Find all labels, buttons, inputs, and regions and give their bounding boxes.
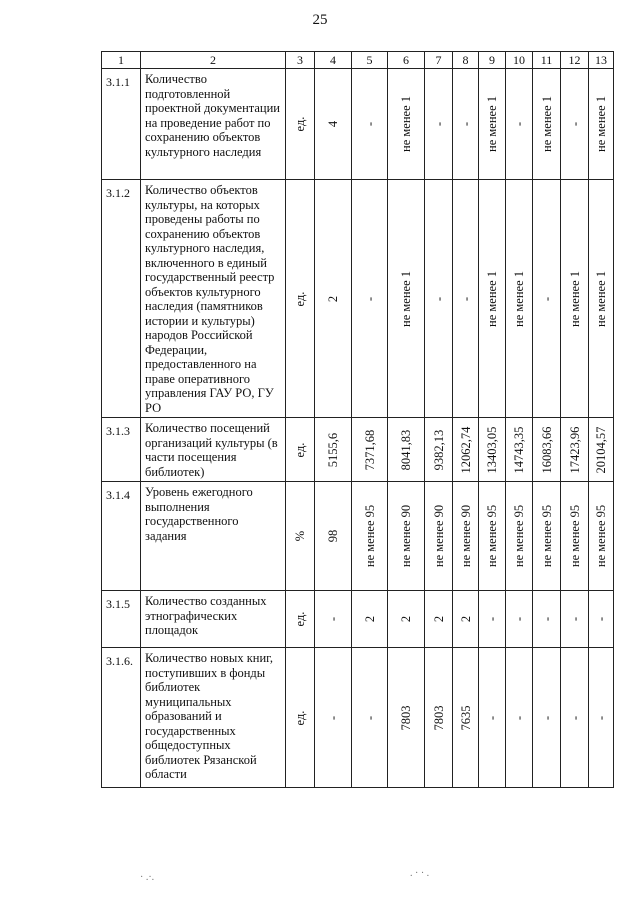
value-cell bbox=[286, 418, 315, 482]
cell-value: % bbox=[292, 530, 307, 542]
value-cell bbox=[315, 482, 352, 591]
value-cell bbox=[589, 648, 614, 788]
indicator-name: Количество посещений организаций культуры (в части посещения библиотек) bbox=[141, 418, 286, 482]
cell-value: 4 bbox=[325, 120, 340, 128]
cell-value: не менее 95 bbox=[362, 504, 377, 568]
table-row bbox=[102, 591, 614, 648]
value-cell bbox=[286, 648, 315, 788]
value-cell bbox=[589, 180, 614, 418]
cell-value: ед. bbox=[292, 291, 307, 306]
value-cell bbox=[388, 591, 425, 648]
value-cell bbox=[506, 648, 533, 788]
table-row bbox=[102, 180, 614, 418]
value-cell bbox=[425, 180, 453, 418]
value-cell bbox=[286, 482, 315, 591]
value-cell bbox=[533, 418, 561, 482]
cell-value: - bbox=[431, 121, 446, 127]
indicator-name: Уровень ежегодного выполнения государственного задания bbox=[141, 482, 286, 591]
header-cell: 1 bbox=[102, 52, 141, 69]
table-row bbox=[102, 648, 614, 788]
cell-value: не менее 1 bbox=[593, 270, 608, 327]
cell-value: 7803 bbox=[431, 705, 446, 730]
value-cell bbox=[479, 180, 506, 418]
cell-value: 2 bbox=[398, 615, 413, 623]
cell-value: - bbox=[362, 121, 377, 127]
value-cell bbox=[425, 418, 453, 482]
value-cell bbox=[425, 591, 453, 648]
value-cell bbox=[453, 180, 479, 418]
cell-value: не менее 1 bbox=[484, 96, 499, 152]
value-cell bbox=[352, 180, 388, 418]
value-cell bbox=[506, 69, 533, 180]
value-cell bbox=[286, 69, 315, 180]
cell-value: - bbox=[593, 616, 608, 622]
value-cell bbox=[533, 482, 561, 591]
cell-value: не менее 1 bbox=[398, 96, 413, 152]
indicator-name: Количество объектов культуры, на которых проведены работы по сохранению объектов культурного наследия, включенного в единый государственный реестр объектов культурного наследия (памятников истории и культуры) народов Российской Федерации, предоставленного на праве оперативного управления ГАУ РО, ГУ РО bbox=[141, 180, 286, 418]
cell-value: не менее 95 bbox=[539, 504, 554, 568]
header-cell: 12 bbox=[561, 52, 589, 69]
value-cell bbox=[453, 482, 479, 591]
value-cell bbox=[561, 591, 589, 648]
value-cell bbox=[425, 69, 453, 180]
value-cell bbox=[533, 648, 561, 788]
cell-value: - bbox=[539, 296, 554, 301]
cell-value: 2 bbox=[325, 295, 340, 302]
cell-value: - bbox=[362, 715, 377, 720]
cell-value: ед. bbox=[292, 611, 307, 627]
value-cell bbox=[388, 482, 425, 591]
header-cell: 11 bbox=[533, 52, 561, 69]
cell-value: - bbox=[539, 715, 554, 720]
value-cell bbox=[453, 69, 479, 180]
row-number: 3.1.3 bbox=[102, 418, 141, 482]
value-cell bbox=[453, 418, 479, 482]
cell-value: 12062,74 bbox=[458, 426, 473, 473]
cell-value: 98 bbox=[325, 529, 340, 543]
cell-value: 9382,13 bbox=[431, 429, 446, 470]
cell-value: не менее 1 bbox=[539, 96, 554, 152]
value-cell bbox=[506, 591, 533, 648]
cell-value: - bbox=[362, 296, 377, 301]
value-cell bbox=[315, 418, 352, 482]
header-row bbox=[102, 52, 614, 69]
cell-value: - bbox=[325, 616, 340, 622]
cell-value: - bbox=[567, 715, 582, 720]
value-cell bbox=[352, 648, 388, 788]
value-cell bbox=[352, 482, 388, 591]
cell-value: 2 bbox=[362, 615, 377, 623]
value-cell bbox=[315, 180, 352, 418]
value-cell bbox=[506, 418, 533, 482]
header-cell: 8 bbox=[453, 52, 479, 69]
value-cell bbox=[388, 418, 425, 482]
cell-value: ед. bbox=[292, 442, 307, 457]
cell-value: 5155,6 bbox=[325, 432, 340, 467]
value-cell bbox=[352, 591, 388, 648]
cell-value: - bbox=[484, 715, 499, 720]
value-cell bbox=[388, 69, 425, 180]
value-cell bbox=[453, 591, 479, 648]
indicators-table bbox=[101, 51, 614, 788]
value-cell bbox=[561, 180, 589, 418]
value-cell bbox=[561, 69, 589, 180]
value-cell bbox=[286, 591, 315, 648]
value-cell bbox=[589, 69, 614, 180]
value-cell bbox=[561, 482, 589, 591]
cell-value: ед. bbox=[292, 710, 307, 725]
indicator-name: Количество подготовленной проектной документации на проведение работ по сохранению объектов культурного наследия bbox=[141, 69, 286, 180]
cell-value: 20104,57 bbox=[593, 426, 608, 473]
indicator-name: Количество созданных этнографических площадок bbox=[141, 591, 286, 648]
row-number: 3.1.5 bbox=[102, 591, 141, 648]
value-cell bbox=[352, 69, 388, 180]
cell-value: - bbox=[539, 616, 554, 622]
value-cell bbox=[533, 591, 561, 648]
cell-value: 7371,68 bbox=[362, 429, 377, 470]
header-cell: 5 bbox=[352, 52, 388, 69]
value-cell bbox=[589, 482, 614, 591]
cell-value: не менее 1 bbox=[484, 270, 499, 327]
cell-value: не менее 90 bbox=[398, 504, 413, 568]
cell-value: не менее 95 bbox=[484, 504, 499, 568]
value-cell bbox=[479, 591, 506, 648]
table-row bbox=[102, 418, 614, 482]
indicator-name: Количество новых книг, поступивших в фонды библиотек муниципальных образований и государственных общедоступных библиотек Рязанской области bbox=[141, 648, 286, 788]
cell-value: - bbox=[511, 121, 526, 127]
cell-value: ед. bbox=[292, 116, 307, 132]
cell-value: - bbox=[484, 616, 499, 622]
cell-value: - bbox=[511, 715, 526, 720]
value-cell bbox=[388, 180, 425, 418]
value-cell bbox=[352, 418, 388, 482]
value-cell bbox=[315, 69, 352, 180]
cell-value: не менее 95 bbox=[567, 504, 582, 568]
cell-value: - bbox=[458, 121, 473, 127]
cell-value: 2 bbox=[431, 615, 446, 623]
cell-value: 7635 bbox=[458, 705, 473, 730]
value-cell bbox=[388, 648, 425, 788]
header-cell: 3 bbox=[286, 52, 315, 69]
cell-value: не менее 1 bbox=[567, 270, 582, 327]
cell-value: не менее 95 bbox=[511, 504, 526, 568]
value-cell bbox=[479, 418, 506, 482]
value-cell bbox=[479, 69, 506, 180]
value-cell bbox=[479, 482, 506, 591]
value-cell bbox=[506, 180, 533, 418]
cell-value: 17423,96 bbox=[567, 426, 582, 473]
header-cell: 4 bbox=[315, 52, 352, 69]
row-number: 3.1.4 bbox=[102, 482, 141, 591]
cell-value: 13403,05 bbox=[484, 426, 499, 473]
cell-value: не менее 1 bbox=[398, 270, 413, 327]
value-cell bbox=[425, 648, 453, 788]
header-cell: 2 bbox=[141, 52, 286, 69]
value-cell bbox=[589, 418, 614, 482]
value-cell bbox=[315, 648, 352, 788]
value-cell bbox=[506, 482, 533, 591]
cell-value: не менее 90 bbox=[431, 504, 446, 568]
cell-value: не менее 1 bbox=[593, 96, 608, 152]
value-cell bbox=[533, 180, 561, 418]
scan-artifact: . · · . bbox=[410, 868, 430, 879]
row-number: 3.1.1 bbox=[102, 69, 141, 180]
cell-value: - bbox=[325, 715, 340, 720]
value-cell bbox=[561, 648, 589, 788]
value-cell bbox=[453, 648, 479, 788]
cell-value: - bbox=[511, 616, 526, 622]
value-cell bbox=[425, 482, 453, 591]
cell-value: 7803 bbox=[398, 705, 413, 730]
header-cell: 13 bbox=[589, 52, 614, 69]
row-number: 3.1.2 bbox=[102, 180, 141, 418]
header-cell: 10 bbox=[506, 52, 533, 69]
cell-value: 8041,83 bbox=[398, 429, 413, 470]
cell-value: 14743,35 bbox=[511, 426, 526, 473]
cell-value: - bbox=[567, 616, 582, 622]
cell-value: 2 bbox=[458, 615, 473, 623]
header-cell: 9 bbox=[479, 52, 506, 69]
cell-value: - bbox=[567, 121, 582, 127]
cell-value: - bbox=[431, 296, 446, 301]
value-cell bbox=[561, 418, 589, 482]
header-cell: 6 bbox=[388, 52, 425, 69]
table-row bbox=[102, 482, 614, 591]
cell-value: не менее 95 bbox=[593, 504, 608, 568]
cell-value: - bbox=[593, 715, 608, 720]
cell-value: не менее 90 bbox=[458, 504, 473, 568]
page-number: 25 bbox=[312, 12, 328, 28]
value-cell bbox=[315, 591, 352, 648]
scan-artifact: · .·. bbox=[140, 872, 155, 883]
cell-value: - bbox=[458, 296, 473, 301]
row-number: 3.1.6. bbox=[102, 648, 141, 788]
cell-value: не менее 1 bbox=[511, 270, 526, 327]
value-cell bbox=[286, 180, 315, 418]
value-cell bbox=[479, 648, 506, 788]
header-cell: 7 bbox=[425, 52, 453, 69]
value-cell bbox=[533, 69, 561, 180]
value-cell bbox=[589, 591, 614, 648]
table-row bbox=[102, 69, 614, 180]
cell-value: 16083,66 bbox=[539, 426, 554, 473]
